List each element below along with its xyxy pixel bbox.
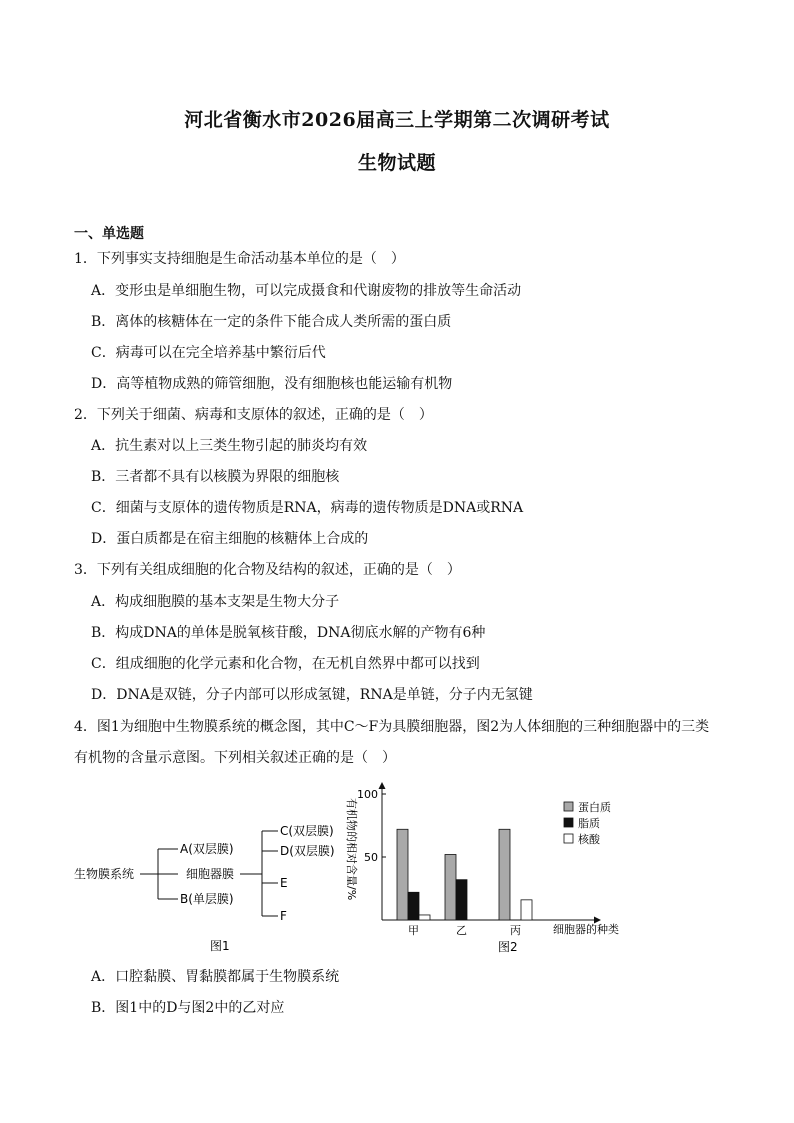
figure-1-leaf-d: D(双层膜) — [280, 844, 335, 858]
figure-1-leaf-f: F — [280, 909, 287, 923]
figure-1-branch-organelle: 细胞器膜 — [186, 867, 235, 881]
question-1-option-a: A．变形虫是单细胞生物，可以完成摄食和代谢废物的排放等生命活动 — [91, 283, 522, 299]
legend-swatch — [564, 802, 573, 811]
question-2-stem: 2．下列关于细菌、病毒和支原体的叙述，正确的是（ ） — [74, 407, 433, 423]
figure-1-leaf-e: E — [280, 876, 288, 890]
bar-2-2 — [456, 880, 467, 920]
figure-1-concept-map — [70, 820, 340, 960]
figure-1-branch-a: A(双层膜) — [180, 842, 234, 856]
figure-1-leaf-c: C(双层膜) — [280, 824, 334, 838]
x-axis-label: 细胞器的种类 — [553, 923, 619, 936]
category-label: 乙 — [456, 924, 467, 937]
legend-label: 核酸 — [578, 833, 600, 846]
page-title: 河北省衡水市2026届高三上学期第二次调研考试 — [184, 109, 610, 131]
bar-1-2 — [445, 854, 456, 920]
question-1-option-c: C．病毒可以在完全培养基中繁衍后代 — [91, 345, 326, 361]
legend-label: 脂质 — [578, 817, 600, 830]
question-1-option-b: B．离体的核糖体在一定的条件下能合成人类所需的蛋白质 — [91, 314, 452, 330]
legend-label: 蛋白质 — [578, 801, 611, 814]
question-3-option-c: C．组成细胞的化学元素和化合物，在无机自然界中都可以找到 — [91, 656, 480, 672]
question-1-option-d: D．高等植物成熟的筛管细胞，没有细胞核也能运输有机物 — [91, 376, 453, 392]
legend-swatch — [564, 834, 573, 843]
category-label: 甲 — [408, 924, 419, 937]
bar-1-1 — [397, 829, 408, 920]
question-4-option-b: B．图1中的D与图2中的乙对应 — [91, 1000, 285, 1016]
section-heading: 一、单选题 — [74, 226, 144, 242]
legend-swatch — [564, 818, 573, 827]
question-3-option-a: A．构成细胞膜的基本支架是生物大分子 — [91, 594, 340, 610]
y-axis-label: 有机物的相对含量/% — [345, 798, 358, 901]
question-4-stem-line2: 有机物的含量示意图。下列相关叙述正确的是（ ） — [74, 750, 396, 766]
y-tick-label: 50 — [364, 851, 378, 864]
bar-3-1 — [419, 915, 430, 920]
question-3-option-b: B．构成DNA的单体是脱氧核苷酸，DNA彻底水解的产物有6种 — [91, 625, 486, 641]
question-1-stem: 1．下列事实支持细胞是生命活动基本单位的是（ ） — [74, 251, 405, 267]
category-label: 丙 — [510, 924, 521, 937]
figure-2-caption: 图2 — [498, 940, 518, 954]
question-2-option-d: D．蛋白质都是在宿主细胞的核糖体上合成的 — [91, 531, 369, 547]
figure-2-bar-chart — [335, 775, 635, 960]
page-subtitle: 生物试题 — [357, 152, 436, 174]
y-tick-label: 100 — [357, 788, 378, 801]
question-2-option-a: A．抗生素对以上三类生物引起的肺炎均有效 — [91, 438, 368, 454]
figure-1-branch-b: B(单层膜) — [180, 892, 234, 906]
question-2-option-b: B．三者都不具有以核膜为界限的细胞核 — [91, 469, 340, 485]
bar-1-3 — [499, 829, 510, 920]
bar-3-3 — [521, 900, 532, 920]
question-4-option-a: A．口腔黏膜、胃黏膜都属于生物膜系统 — [91, 969, 340, 985]
question-3-stem: 3．下列有关组成细胞的化合物及结构的叙述，正确的是（ ） — [74, 562, 461, 578]
bar-2-1 — [408, 892, 419, 920]
question-4-stem-line1: 4．图1为细胞中生物膜系统的概念图，其中C～F为具膜细胞器，图2为人体细胞的三种细胞器中的三类 — [74, 719, 710, 735]
figure-1-caption: 图1 — [210, 939, 230, 953]
figure-1-root: 生物膜系统 — [74, 867, 135, 881]
question-3-option-d: D．DNA是双链，分子内部可以形成氢键，RNA是单链，分子内无氢键 — [91, 687, 533, 703]
question-2-option-c: C．细菌与支原体的遗传物质是RNA，病毒的遗传物质是DNA或RNA — [91, 500, 524, 516]
